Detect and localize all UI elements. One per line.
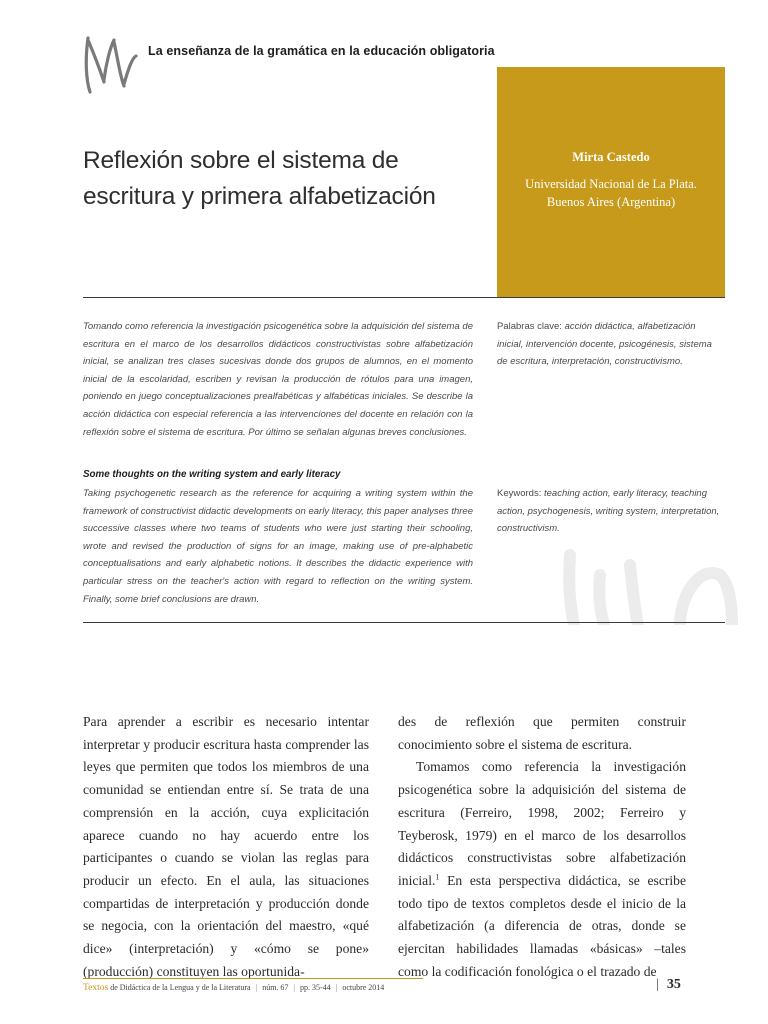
keywords-value: teaching action, early literacy, teaching action, psychogenesis, writing system, interpretation, constructivism. xyxy=(497,488,720,535)
divider-bottom xyxy=(83,622,725,623)
journal-logo-icon xyxy=(80,30,140,98)
keywords-label: Keywords: xyxy=(497,488,542,499)
footer-brand: Textos xyxy=(83,983,109,993)
author-affiliation xyxy=(497,175,725,211)
footnote-marker: 1 xyxy=(435,872,440,882)
author-box xyxy=(497,67,725,297)
article-title: Reflexión sobre el sistema de escritura y primera alfabetización xyxy=(83,147,436,210)
footer-pages: pp. 35-44 xyxy=(300,983,331,992)
watermark-logo-icon xyxy=(560,545,740,625)
body-text: Tomamos como referencia la investigación psicogenética sobre la adquisición del sistema de escritura (Ferreiro, 1998, 2002; Ferreiro y Teyberosk, 1979) en el marco de los desarrollos didácticos constructivistas sobre alfabetización inicial. xyxy=(398,759,686,888)
page-number-value: 35 xyxy=(666,977,681,992)
page-number-bar: | xyxy=(656,977,659,992)
body-paragraph: Para aprender a escribir es necesario intentar interpretar y producir escritura hasta comprender las leyes que permiten que todos los miembros de una comunidad se entiendan entre sí. Se trata de una comprensión en la acción, cuya explicitación aparece cuando no hay acuerdo entre los participantes o cuando se violan las reglas para producir un efecto. En el aula, las situaciones compartidas de interpretación y producción donde se negocia, con la orientación del maestro, «qué dice» (interpretación) y «cómo se pone» (producción) constituyen las oportunida- xyxy=(83,714,369,979)
affiliation-line-2: Buenos Aires (Argentina) xyxy=(546,195,676,209)
footer-divider xyxy=(83,978,423,979)
footer-issue: núm. 67 xyxy=(262,983,289,992)
abstract-spanish: Tomando como referencia la investigación psicogenética sobre la adquisición del sistema de escritura en el marco de los desarrollos didácticos constructivistas sobre alfabetización inicial, se analizan tres clases sucesivas donde dos grupos de alumnos, en el momento inicial de la escolaridad, escriben y revisan la producción de rótulos para una imagen, poniendo en juego conceptualizaciones prealfabéticas y alfabéticas iniciales. Se describe la acción didáctica con especial referencia a las intervenciones del docente en relación con la reflexión sobre el sistema de escritura. Por último se señalan algunas breves conclusiones. xyxy=(83,321,473,438)
body-column-right xyxy=(398,711,686,983)
keywords-spanish xyxy=(497,318,722,371)
body-text: En esta perspectiva didáctica, se escribe todo tipo de textos completos desde el inicio de la alfabetización (a diferencia de otras, donde se ejercitan habilidades llamadas «básicas» –tales como la codificación fonológica o el trazado de xyxy=(398,872,686,979)
body-paragraph xyxy=(398,756,686,983)
footer-journal: de Didáctica de la Lengua y de la Literatura xyxy=(110,983,251,992)
affiliation-line-1: Universidad Nacional de La Plata. xyxy=(525,177,697,191)
divider-top xyxy=(83,297,725,298)
author-name: Mirta Castedo xyxy=(572,150,650,164)
footer xyxy=(83,983,384,993)
abstract-english-title: Some thoughts on the writing system and early literacy xyxy=(83,469,341,480)
footer-date: octubre 2014 xyxy=(342,983,385,992)
keywords-value: acción didáctica, alfabetización inicial, intervención docente, psicogénesis, sistema de escritura, interpretación, constructivismo. xyxy=(497,321,712,368)
page-number xyxy=(656,977,681,993)
body-column-left xyxy=(83,711,369,983)
keywords-english xyxy=(497,485,722,538)
footer-separator: | xyxy=(335,983,338,992)
footer-separator: | xyxy=(293,983,296,992)
footer-separator: | xyxy=(255,983,258,992)
keywords-label: Palabras clave: xyxy=(497,321,562,332)
abstract-english: Taking psychogenetic research as the reference for acquiring a writing system within the framework of constructivist didactic developments on early literacy, this paper analyses three successive classes where two teams of students who were just starting their schooling, wrote and revised the production of signs for an image, making use of pre-alphabetic conceptualisations and early alphabetic notions. It describes the didactic experience with particular stress on the teacher's action with regard to reflection on the writing system. Finally, some brief conclusions are drawn. xyxy=(83,488,473,605)
series-title: La enseñanza de la gramática en la educación obligatoria xyxy=(148,44,495,58)
body-paragraph: des de reflexión que permiten construir conocimiento sobre el sistema de escritura. xyxy=(398,714,686,752)
